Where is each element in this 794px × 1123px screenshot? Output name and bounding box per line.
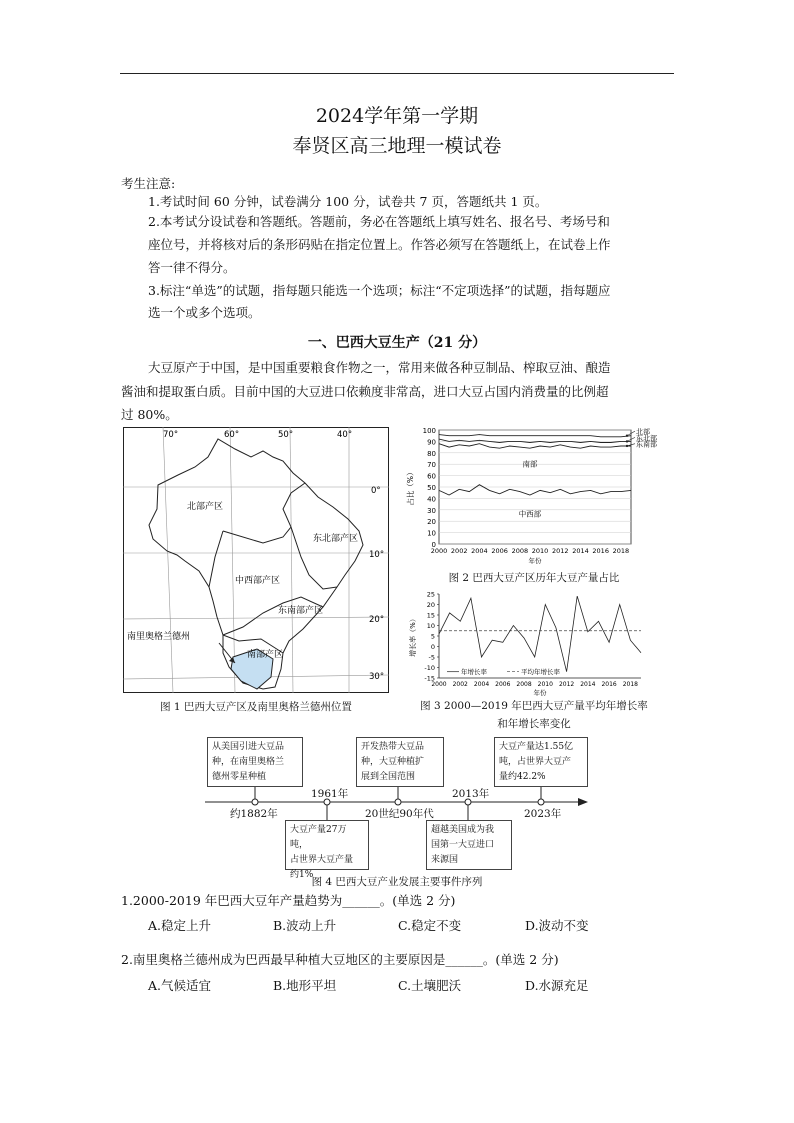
section-title: 一、巴西大豆生产（21 分）: [307, 335, 487, 351]
y-tick-label: 20: [427, 518, 436, 527]
x-tick-label: 2018: [622, 681, 639, 688]
x-tick-label: 2002: [450, 547, 468, 555]
notice-item-2b: 座位号，并将核对后的条形码贴在指定位置上。作答必须写在答题纸上，在试卷上作: [148, 237, 611, 252]
legend-label: 北部: [636, 428, 650, 437]
lat-label-0: 0°: [371, 486, 381, 496]
y-tick-label: -10: [424, 664, 435, 672]
question-1-option-b[interactable]: B.波动上升: [273, 918, 337, 933]
production-share-chart: [403, 424, 665, 568]
region-label-southeast: 东南部产区: [278, 606, 324, 616]
growth-rate-chart: [403, 588, 665, 696]
exam-year-title: 2024学年第一学期: [315, 105, 479, 127]
y-tick-label: 10: [426, 622, 435, 630]
y-tick-label: 80: [427, 449, 436, 458]
intro-line-2: 酱油和提取蛋白质。目前中国的大豆进口依赖度非常高，进口大豆占国内消费量的比例超: [121, 384, 609, 399]
chart3-caption-line2: 和年增长率变化: [497, 718, 571, 730]
timeline-caption: 图 4 巴西大豆产业发展主要事件序列: [311, 876, 483, 888]
timeline-arrowhead: [578, 798, 588, 806]
legend-dot: [626, 435, 628, 437]
notice-item-2c: 答一律不得分。: [148, 260, 236, 275]
intro-line-1: 大豆原产于中国，是中国重要粮食作物之一，常用来做各种豆制品、榨取豆油、酿造: [148, 360, 611, 375]
y-tick-label: 30: [427, 506, 436, 515]
header-rule: [120, 73, 674, 74]
y-tick-label: 20: [426, 601, 435, 609]
notice-item-1: 1.考试时间 60 分钟，试卷满分 100 分，试卷共 7 页，答题纸共 1 页。: [148, 194, 548, 209]
event-1961-line3: 约1%: [290, 870, 314, 880]
y-tick-label: 15: [426, 611, 435, 620]
x-tick-label: 2012: [558, 681, 575, 688]
y-axis-label: 增长率（%）: [409, 615, 417, 657]
event-2023-line1: 大豆产量达1.55亿: [499, 742, 574, 752]
question-2-option-b[interactable]: B.地形平坦: [273, 978, 337, 993]
lon-label-40: 40°: [337, 430, 353, 440]
x-tick-label: 2006: [491, 547, 508, 555]
event-1961-line2: 占世界大豆产量: [290, 855, 354, 865]
event-2023-line2: 吨，占世界大豆产: [499, 757, 572, 767]
region-label-south: 南部产区: [247, 650, 284, 660]
legend-label: 东北部: [636, 434, 657, 443]
legend-label-annual: 年增长率: [461, 668, 487, 677]
y-tick-label: 60: [427, 472, 436, 481]
y-tick-label: -5: [428, 653, 435, 662]
event-1882-line1: 从美国引进大豆品: [212, 742, 285, 752]
y-tick-label: 70: [427, 461, 436, 470]
state-label: 南里奥格兰德州: [127, 632, 191, 642]
timeline-label-1990s: 20世纪90年代: [365, 808, 434, 820]
event-1961: [285, 820, 369, 880]
chart3-caption-line1: 图 3 2000—2019 年巴西大豆产量平均年增长率: [420, 700, 648, 712]
y-tick-label: 50: [427, 484, 436, 492]
x-tick-label: 2016: [601, 681, 617, 688]
x-tick-label: 2010: [537, 681, 553, 688]
y-tick-label: 5: [430, 632, 435, 641]
y-tick-label: 100: [422, 427, 436, 435]
x-tick-label: 2008: [511, 547, 529, 555]
x-tick-label: 2012: [551, 547, 569, 555]
timeline-label-2023: 2023年: [524, 808, 562, 820]
annual-growth-line: [439, 596, 641, 672]
question-2-option-c[interactable]: C.土壤肥沃: [398, 978, 462, 993]
x-tick-label: 2006: [495, 681, 511, 688]
region-label-northeast: 东北部产区: [313, 534, 359, 544]
y-tick-label: 10: [427, 529, 436, 538]
x-tick-label: 2002: [452, 681, 468, 688]
event-1961-line1: 大豆产量27万吨，: [290, 825, 347, 850]
timeline-label-1961: 1961年: [311, 788, 349, 800]
timeline-node: [252, 799, 258, 805]
question-1-option-a[interactable]: A.稳定上升: [148, 918, 212, 933]
region-label-midwest: 中西部产区: [235, 576, 281, 586]
x-tick-label: 2018: [612, 547, 630, 555]
y-axis-label: 占比（%）: [406, 468, 415, 506]
x-tick-label: 2014: [572, 547, 589, 555]
legend-dot: [626, 440, 628, 442]
event-1990s-line3: 展到全国范围: [361, 772, 416, 782]
y-tick-label: -15: [424, 674, 435, 683]
y-tick-label: 0: [431, 541, 436, 549]
intro-line-3: 过 80%。: [121, 407, 178, 422]
region-label-north: 北部产区: [187, 502, 224, 512]
lat-label-10: 10°: [369, 550, 385, 560]
x-tick-label: 2014: [580, 681, 596, 688]
event-2023: [494, 737, 588, 787]
question-1-option-c[interactable]: C.稳定不变: [398, 918, 462, 933]
x-tick-label: 2016: [592, 547, 609, 555]
x-tick-label: 2010: [531, 547, 549, 555]
x-tick-label: 2000: [430, 547, 448, 555]
event-2013-line2: 国第一大豆进口: [431, 840, 495, 850]
legend-dot: [626, 445, 628, 447]
legend-label: 东南部: [636, 440, 657, 449]
legend-label-average: 平均年增长率: [521, 668, 560, 677]
event-2023-line3: 量约42.2%: [499, 772, 546, 782]
region-label-midwest: 中西部: [518, 509, 542, 519]
notice-item-3a: 3.标注“单选”的试题，指每题只能选一个选项；标注“不定项选择”的试题，指每题应: [148, 283, 611, 298]
lon-label-70: 70°: [163, 430, 179, 440]
y-tick-label: 25: [426, 590, 435, 599]
x-axis-label: 年份: [528, 557, 542, 565]
x-tick-label: 2000: [431, 681, 447, 688]
brazil-map: [123, 427, 389, 694]
x-tick-label: 2008: [516, 681, 532, 688]
y-tick-label: 40: [427, 495, 436, 504]
lon-label-60: 60°: [224, 430, 240, 440]
map-caption: 图 1 巴西大豆产区及南里奥格兰德州位置: [160, 701, 352, 713]
notice-item-2a: 2.本考试分设试卷和答题纸。答题前，务必在答题纸上填写姓名、报名号、考场号和: [148, 214, 610, 229]
notice-item-3b: 选一个或多个选项。: [148, 305, 261, 320]
y-tick-label: 0: [430, 643, 435, 651]
event-1990s-line2: 种，大豆种植扩: [361, 757, 425, 767]
lon-label-50: 50°: [278, 430, 294, 440]
chart2-caption: 图 2 巴西大豆产区历年大豆产量占比: [448, 572, 620, 584]
x-tick-label: 2004: [471, 547, 488, 555]
y-tick-label: 90: [427, 438, 436, 447]
event-2013-line1: 超越美国成为我: [431, 825, 495, 835]
question-1-option-d[interactable]: D.波动不变: [525, 918, 589, 933]
event-2013: [426, 820, 512, 870]
event-1882-line2: 种，在南里奥格兰: [212, 757, 285, 767]
region-label-south: 南部: [522, 459, 538, 469]
question-2-option-d[interactable]: D.水源充足: [525, 978, 589, 993]
question-2-option-a[interactable]: A.气候适宜: [148, 978, 212, 993]
question-2-stem: 2.南里奥格兰德州成为巴西最早种植大豆地区的主要原因是______。(单选 2 分): [121, 952, 559, 967]
timeline-label-2013: 2013年: [452, 788, 490, 800]
exam-title: 奉贤区高三地理一模试卷: [292, 135, 502, 157]
notice-heading: 考生注意:: [121, 176, 176, 191]
question-1-stem: 1.2000-2019 年巴西大豆年产量趋势为______。(单选 2 分): [121, 893, 456, 908]
lat-label-20: 20°: [369, 615, 385, 625]
event-1990s: [356, 737, 444, 787]
timeline-node: [538, 799, 544, 805]
event-2013-line3: 来源国: [431, 855, 459, 865]
x-axis-label: 年份: [533, 689, 547, 696]
event-1882: [207, 737, 303, 787]
x-tick-label: 2004: [473, 681, 490, 688]
lat-label-30: 30°: [369, 672, 385, 682]
timeline-node: [395, 799, 401, 805]
timeline-label-1882: 约1882年: [230, 808, 278, 820]
event-1990s-line1: 开发热带大豆品: [361, 742, 425, 752]
event-1882-line3: 德州零星种植: [212, 772, 267, 782]
